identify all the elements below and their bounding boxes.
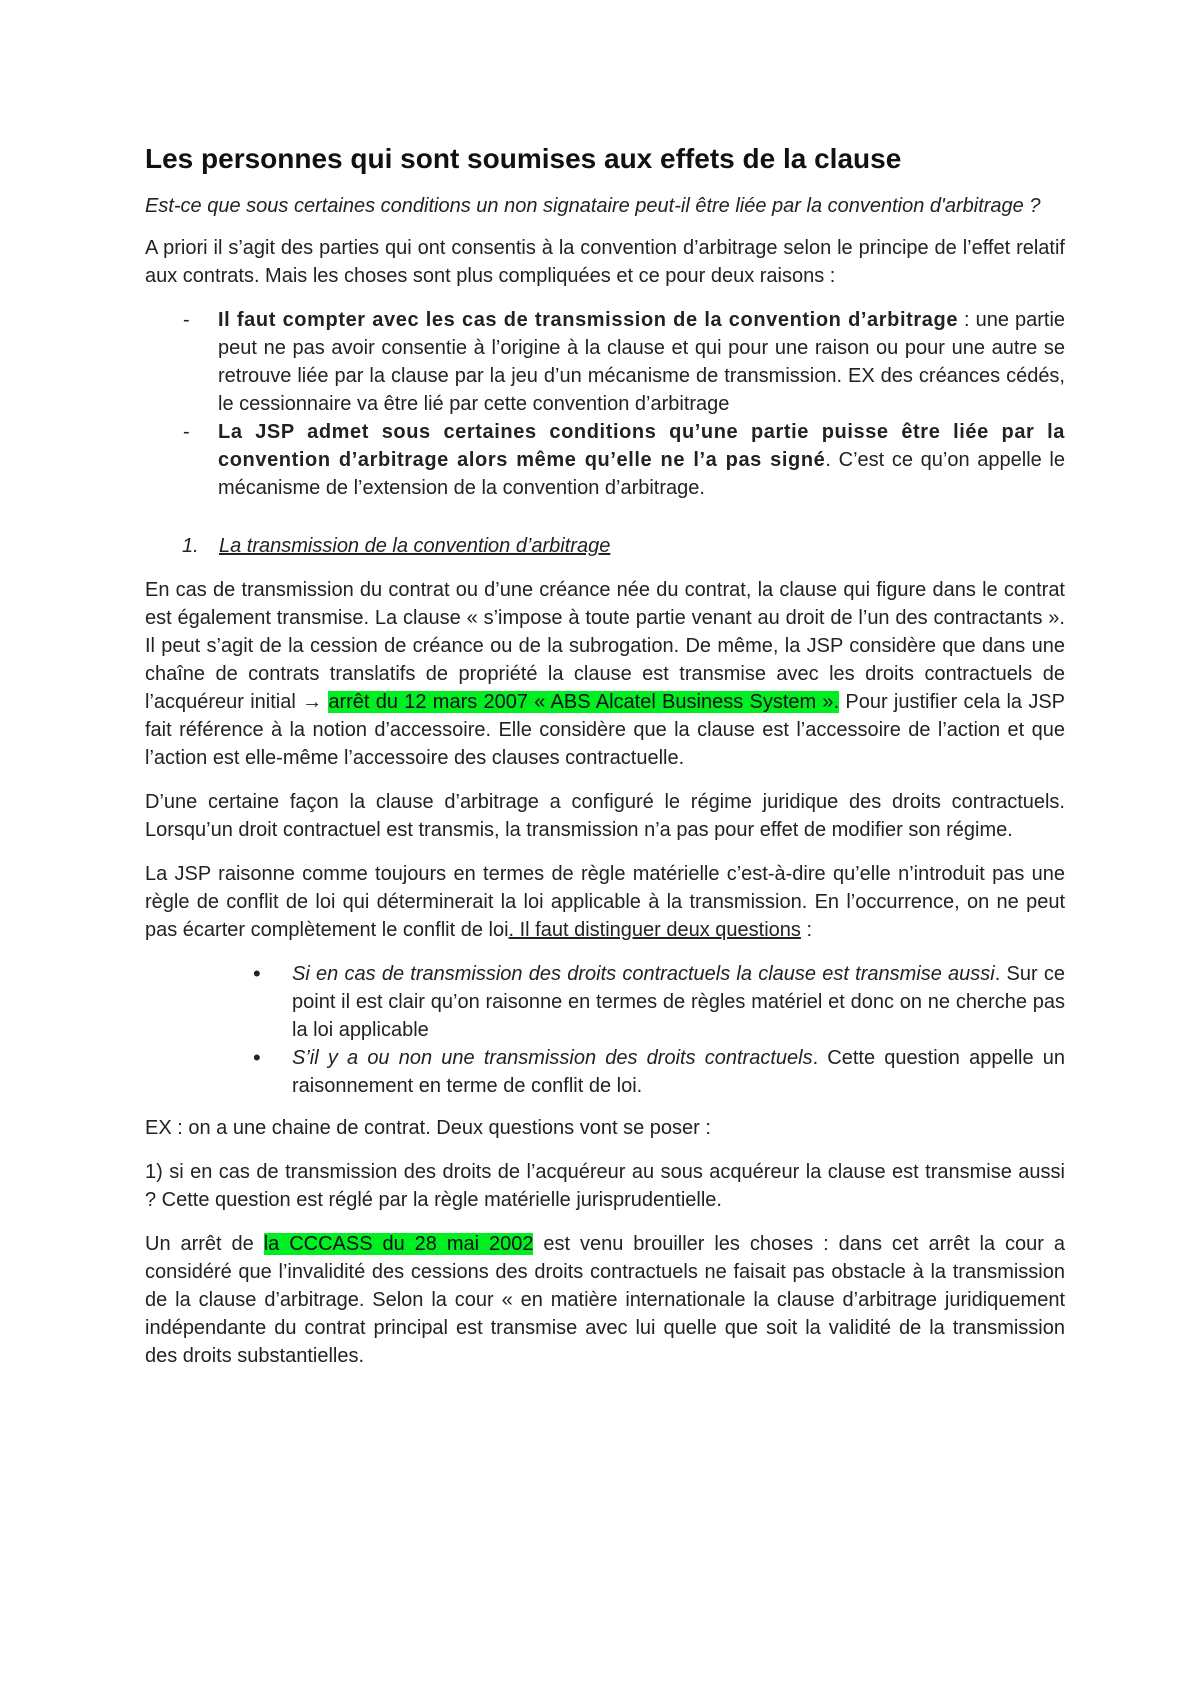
- list-item: [145, 960, 1065, 1044]
- paragraph-text: Pour justifier cela la JSP fait référence à la notion d’accessoire. Elle considère que la clause est l’accessoire de l’action et que l’action est elle-même l’accessoire des clauses contractuelle.: [145, 691, 1066, 769]
- highlighted-case-reference: la CCCASS du 28 mai 2002: [263, 1233, 534, 1255]
- paragraph-example: EX : on a une chaine de contrat. Deux questions vont se poser :: [145, 1117, 711, 1139]
- section-number: 1.: [182, 535, 199, 557]
- reasons-list: [145, 306, 1065, 502]
- list-item-text: . Cette question appelle un raisonnement en terme de conflit de loi.: [292, 1047, 1065, 1097]
- subtitle-question: Est-ce que sous certaines conditions un non signataire peut-il être liée par la convention d'arbitrage ?: [145, 195, 1041, 217]
- paragraph-text: est venu brouiller les choses : dans cet arrêt la cour a considéré que l’invalidité des cessions des droits contractuels ne faisait pas obstacle à la transmission de la clause d’arbitrage. Selon la cour « en matière internationale la clause d’arbitrage juridiquement indépendante du contrat principal est transmise avec lui quelle que soit la validité de la transmission des droits substantielles.: [145, 1233, 1065, 1367]
- paragraph-question-1: 1) si en cas de transmission des droits de l’acquéreur au sous acquéreur la clause est transmise aussi ? Cette question est réglé par la règle matérielle jurisprudentielle.: [145, 1161, 1065, 1211]
- list-item-text: : une partie peut ne pas avoir consentie à l’origine à la clause et qui pour une raison ou pour une autre se retrouve liée par la clause par la jeu d’un mécanisme de transmission. EX des créances cédés, le cessionnaire va être lié par cette convention d’arbitrage: [218, 309, 1066, 415]
- bullet-icon: •: [253, 961, 261, 986]
- list-item: [145, 306, 1065, 418]
- paragraph-rule: [145, 860, 1065, 944]
- dash-marker: -: [183, 421, 190, 443]
- list-item-bold: La JSP admet sous certaines conditions qu’une partie puisse être liée par la convention d’arbitrage alors même qu’elle ne l’a pas signé: [218, 421, 1065, 471]
- highlighted-case-reference: arrêt du 12 mars 2007 « ABS Alcatel Business System ».: [328, 691, 840, 713]
- paragraph-text: Un arrêt de: [145, 1233, 264, 1255]
- paragraph-regime: D’une certaine façon la clause d’arbitrage a configuré le régime juridique des droits contractuels. Lorsqu’un droit contractuel est transmis, la transmission n’a pas pour effet de modifier son régime.: [145, 791, 1065, 841]
- questions-list: [145, 960, 1065, 1100]
- page-title: Les personnes qui sont soumises aux effets de la clause: [145, 143, 902, 174]
- paragraph-text: La JSP raisonne comme toujours en termes de règle matérielle c’est-à-dire qu’elle n’introduit pas une règle de conflit de loi qui déterminerait la loi applicable à la transmission. En l’occurrence, on ne peut pas écarter complètement le conflit de loi: [145, 863, 1065, 941]
- list-item-italic: S’il y a ou non une transmission des droits contractuels: [292, 1047, 813, 1069]
- list-item-bold: Il faut compter avec les cas de transmission de la convention d’arbitrage: [218, 309, 959, 331]
- underlined-text: . Il faut distinguer deux questions: [508, 919, 801, 941]
- paragraph-text: :: [800, 919, 813, 941]
- paragraph-cass-2002: [145, 1230, 1065, 1370]
- list-item-text: . Sur ce point il est clair qu’on raisonne en termes de règles matériel et donc on ne cherche pas la loi applicable: [292, 963, 1065, 1041]
- section-heading: [145, 532, 1065, 560]
- paragraph-text: En cas de transmission du contrat ou d’une créance née du contrat, la clause qui figure dans le contrat est également transmise. La clause « s’impose à toute partie venant au droit de l’un des contractants ». Il peut s’agit de la cession de créance ou de la subrogation. De même, la JSP considère que dans une chaîne de contrats translatifs de propriété la clause est transmise avec les droits contractuels de l’acquéreur initial: [145, 579, 1065, 713]
- document-page: [145, 130, 1065, 1386]
- intro-paragraph: A priori il s’agit des parties qui ont consentis à la convention d’arbitrage selon le principe de l’effet relatif aux contrats. Mais les choses sont plus compliquées et ce pour deux raisons :: [145, 237, 1065, 287]
- arrow-icon: →: [302, 691, 323, 713]
- paragraph-transmission: [145, 576, 1065, 772]
- dash-marker: -: [183, 309, 190, 331]
- bullet-icon: •: [253, 1045, 261, 1070]
- list-item: [145, 1044, 1065, 1100]
- list-item: [145, 418, 1065, 502]
- list-item-italic: Si en cas de transmission des droits contractuels la clause est transmise aussi: [292, 963, 995, 985]
- section-title: La transmission de la convention d’arbitrage: [219, 535, 611, 557]
- list-item-text: . C’est ce qu’on appelle le mécanisme de l’extension de la convention d’arbitrage.: [218, 449, 1065, 499]
